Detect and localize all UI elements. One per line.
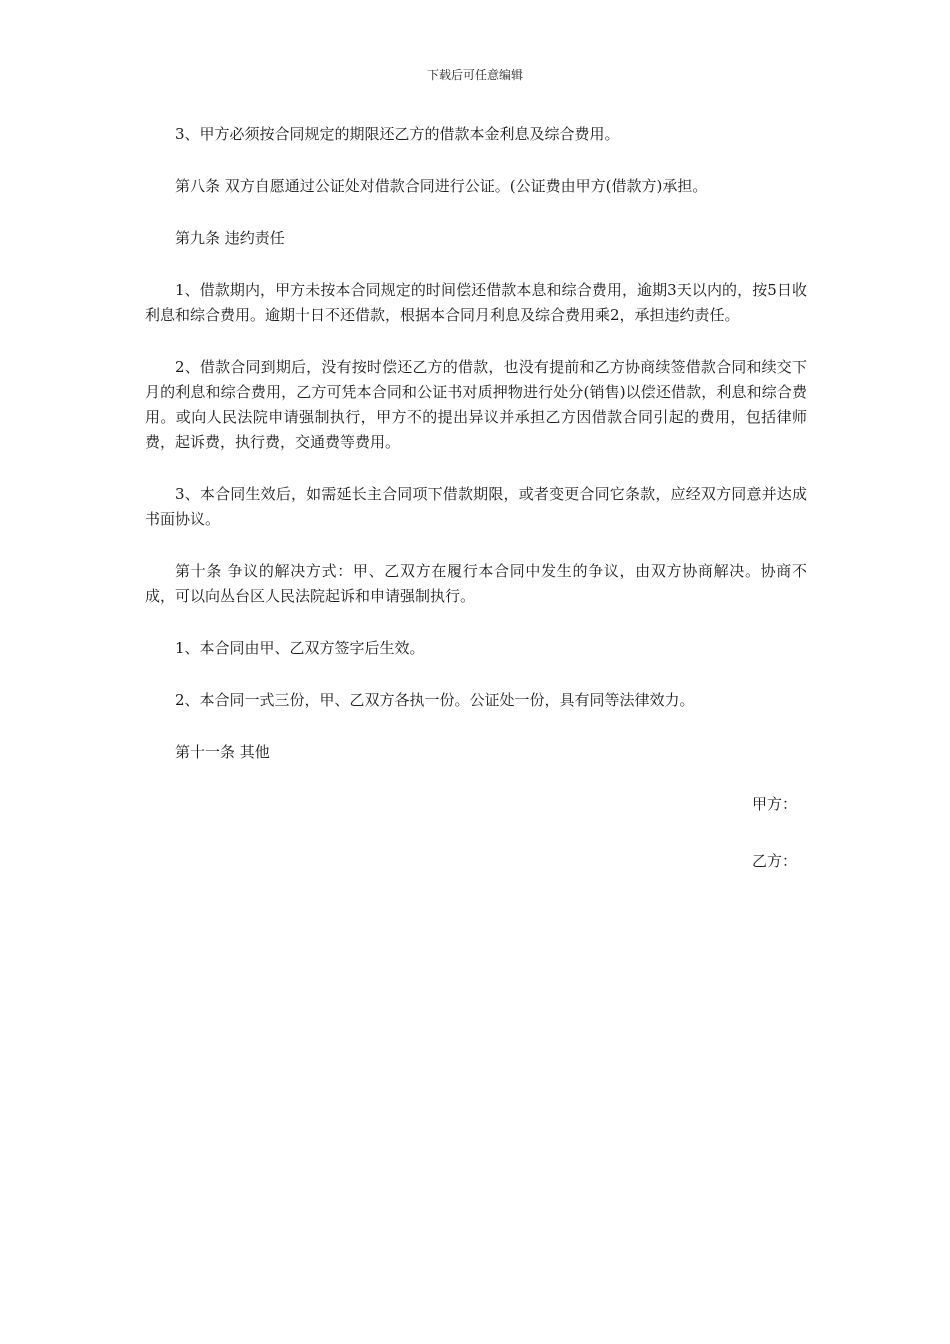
clause-10: 第十条 争议的解决方式：甲、乙双方在履行本合同中发生的争议，由双方协商解决。协商不成，可以向丛台区人民法院起诉和申请强制执行。 xyxy=(145,562,807,605)
clause-9-item-2: 2、借款合同到期后，没有按时偿还乙方的借款，也没有提前和乙方协商续签借款合同和续交下月的利息和综合费用，乙方可凭本合同和公证书对质押物进行处分(销售)以偿还借款，利息和综合费用。或向人民法院申请强制执行，甲方不的提出异议并承担乙方因借款合同引起的费用，包括律师费，起诉费，执行费，交通费等费用。 xyxy=(145,358,807,451)
party-b-signature: 乙方： xyxy=(751,852,797,870)
clause-9-item-3: 3、本合同生效后，如需延长主合同项下借款期限，或者变更合同它条款，应经双方同意并达成书面协议。 xyxy=(145,485,807,528)
clause-8: 第八条 双方自愿通过公证处对借款合同进行公证。(公证费由甲方(借款方)承担。 xyxy=(175,177,708,195)
clause-10-item-2: 2、本合同一式三份，甲、乙双方各执一份。公证处一份，具有同等法律效力。 xyxy=(175,691,695,709)
clause-7-item-3: 3、甲方必须按合同规定的期限还乙方的借款本金利息及综合费用。 xyxy=(175,125,620,143)
document-body xyxy=(145,122,807,874)
clause-10-item-1: 1、本合同由甲、乙双方签字后生效。 xyxy=(175,639,425,657)
clause-11-heading: 第十一条 其他 xyxy=(175,743,270,761)
header-note: 下载后可任意编辑 xyxy=(426,68,523,82)
party-a-signature: 甲方： xyxy=(751,795,797,813)
clause-9-heading: 第九条 违约责任 xyxy=(175,229,285,247)
clause-9-item-1: 1、借款期内，甲方未按本合同规定的时间偿还借款本息和综合费用，逾期3天以内的，按5日收利息和综合费用。逾期十日不还借款，根据本合同月利息及综合费用乘2，承担违约责任。 xyxy=(145,281,807,324)
